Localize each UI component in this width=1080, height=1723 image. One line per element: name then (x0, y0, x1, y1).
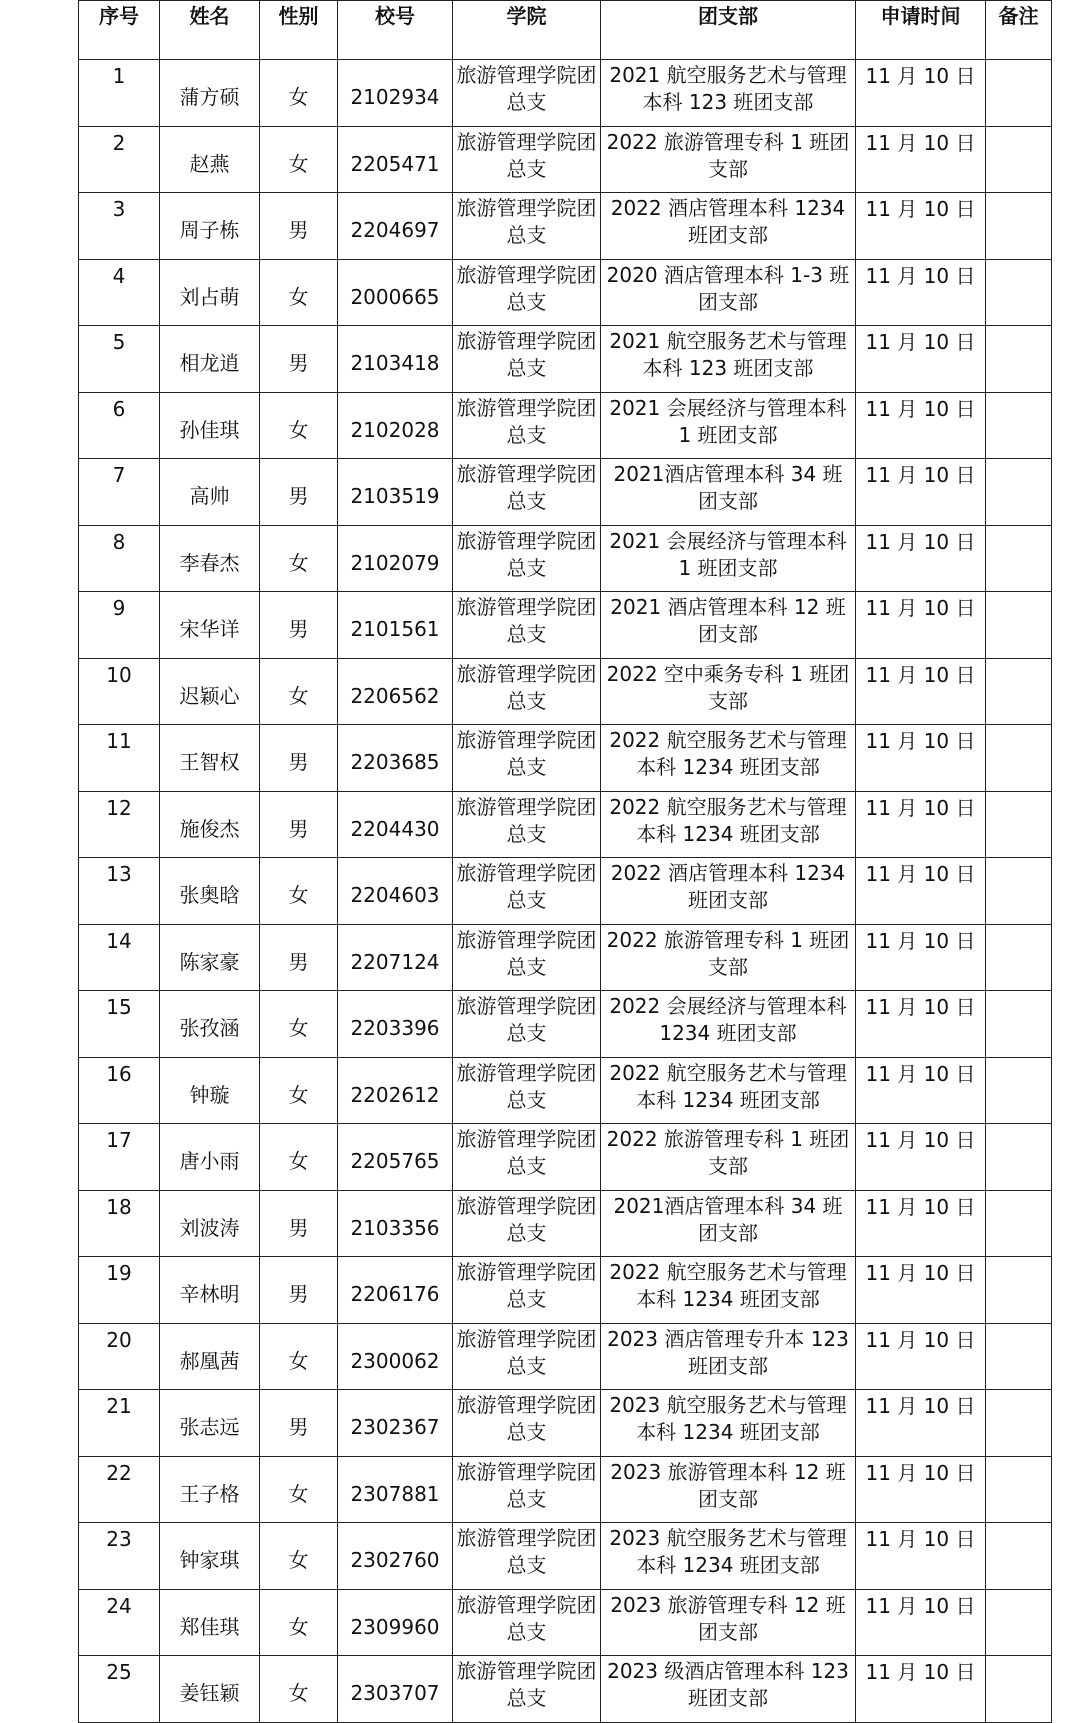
cell-gender: 女 (260, 392, 338, 459)
cell-seq: 21 (79, 1390, 160, 1457)
cell-seq: 3 (79, 193, 160, 260)
cell-college: 旅游管理学院团总支 (453, 1323, 601, 1390)
cell-note (986, 1456, 1052, 1523)
cell-branch: 2023 航空服务艺术与管理本科 1234 班团支部 (601, 1523, 856, 1590)
cell-gender: 男 (260, 1257, 338, 1324)
cell-college: 旅游管理学院团总支 (453, 1190, 601, 1257)
table-row (79, 459, 1052, 526)
table-row (79, 858, 1052, 925)
cell-college: 旅游管理学院团总支 (453, 1257, 601, 1324)
cell-apply-date: 11 月 10 日 (856, 193, 986, 260)
cell-apply-date: 11 月 10 日 (856, 658, 986, 725)
cell-note (986, 126, 1052, 193)
cell-branch: 2023 酒店管理专升本 123 班团支部 (601, 1323, 856, 1390)
cell-college: 旅游管理学院团总支 (453, 1589, 601, 1656)
cell-note (986, 1323, 1052, 1390)
cell-seq: 17 (79, 1124, 160, 1191)
cell-name: 张孜涵 (160, 991, 260, 1058)
cell-name: 郑佳琪 (160, 1589, 260, 1656)
cell-seq: 25 (79, 1656, 160, 1723)
table-row (79, 1456, 1052, 1523)
cell-name: 施俊杰 (160, 791, 260, 858)
cell-branch: 2022 会展经济与管理本科 1234 班团支部 (601, 991, 856, 1058)
cell-seq: 12 (79, 791, 160, 858)
header-apply-date: 申请时间 (856, 1, 986, 60)
cell-student-id: 2203685 (338, 725, 453, 792)
cell-student-id: 2206562 (338, 658, 453, 725)
table-row (79, 1323, 1052, 1390)
cell-seq: 13 (79, 858, 160, 925)
cell-gender: 女 (260, 1456, 338, 1523)
cell-gender: 男 (260, 725, 338, 792)
cell-note (986, 259, 1052, 326)
cell-gender: 男 (260, 1190, 338, 1257)
cell-college: 旅游管理学院团总支 (453, 1656, 601, 1723)
cell-branch: 2022 航空服务艺术与管理本科 1234 班团支部 (601, 725, 856, 792)
cell-branch: 2021 航空服务艺术与管理本科 123 班团支部 (601, 60, 856, 127)
header-student-id: 校号 (338, 1, 453, 60)
table-row (79, 1523, 1052, 1590)
cell-branch: 2020 酒店管理本科 1-3 班团支部 (601, 259, 856, 326)
table-row (79, 991, 1052, 1058)
cell-apply-date: 11 月 10 日 (856, 924, 986, 991)
cell-seq: 7 (79, 459, 160, 526)
cell-branch: 2022 空中乘务专科 1 班团支部 (601, 658, 856, 725)
cell-college: 旅游管理学院团总支 (453, 1124, 601, 1191)
cell-college: 旅游管理学院团总支 (453, 791, 601, 858)
table-row (79, 126, 1052, 193)
cell-branch: 2022 酒店管理本科 1234 班团支部 (601, 858, 856, 925)
cell-note (986, 1257, 1052, 1324)
cell-gender: 男 (260, 326, 338, 393)
cell-name: 张奥晗 (160, 858, 260, 925)
cell-apply-date: 11 月 10 日 (856, 592, 986, 659)
cell-gender: 女 (260, 1523, 338, 1590)
cell-note (986, 1190, 1052, 1257)
cell-note (986, 193, 1052, 260)
cell-seq: 11 (79, 725, 160, 792)
cell-apply-date: 11 月 10 日 (856, 60, 986, 127)
cell-seq: 22 (79, 1456, 160, 1523)
cell-college: 旅游管理学院团总支 (453, 60, 601, 127)
cell-student-id: 2102079 (338, 525, 453, 592)
cell-student-id: 2206176 (338, 1257, 453, 1324)
cell-branch: 2022 酒店管理本科 1234 班团支部 (601, 193, 856, 260)
cell-student-id: 2302367 (338, 1390, 453, 1457)
cell-student-id: 2205765 (338, 1124, 453, 1191)
table-row (79, 392, 1052, 459)
cell-name: 宋华详 (160, 592, 260, 659)
header-branch: 团支部 (601, 1, 856, 60)
cell-college: 旅游管理学院团总支 (453, 459, 601, 526)
cell-branch: 2021酒店管理本科 34 班团支部 (601, 1190, 856, 1257)
table-row (79, 259, 1052, 326)
cell-branch: 2022 航空服务艺术与管理本科 1234 班团支部 (601, 1057, 856, 1124)
cell-note (986, 525, 1052, 592)
cell-student-id: 2103519 (338, 459, 453, 526)
cell-name: 王智权 (160, 725, 260, 792)
cell-student-id: 2000665 (338, 259, 453, 326)
cell-note (986, 858, 1052, 925)
cell-student-id: 2303707 (338, 1656, 453, 1723)
cell-student-id: 2101561 (338, 592, 453, 659)
table-row (79, 60, 1052, 127)
cell-student-id: 2102028 (338, 392, 453, 459)
cell-college: 旅游管理学院团总支 (453, 658, 601, 725)
cell-student-id: 2207124 (338, 924, 453, 991)
cell-gender: 女 (260, 991, 338, 1058)
cell-note (986, 924, 1052, 991)
cell-name: 刘占萌 (160, 259, 260, 326)
cell-gender: 男 (260, 592, 338, 659)
cell-note (986, 60, 1052, 127)
cell-college: 旅游管理学院团总支 (453, 525, 601, 592)
cell-apply-date: 11 月 10 日 (856, 1257, 986, 1324)
cell-seq: 15 (79, 991, 160, 1058)
cell-college: 旅游管理学院团总支 (453, 592, 601, 659)
cell-name: 刘波涛 (160, 1190, 260, 1257)
header-college: 学院 (453, 1, 601, 60)
cell-gender: 女 (260, 60, 338, 127)
cell-apply-date: 11 月 10 日 (856, 791, 986, 858)
cell-note (986, 725, 1052, 792)
cell-student-id: 2103356 (338, 1190, 453, 1257)
cell-branch: 2021 会展经济与管理本科 1 班团支部 (601, 392, 856, 459)
cell-student-id: 2300062 (338, 1323, 453, 1390)
cell-gender: 男 (260, 924, 338, 991)
cell-gender: 男 (260, 459, 338, 526)
cell-student-id: 2102934 (338, 60, 453, 127)
header-name: 姓名 (160, 1, 260, 60)
cell-note (986, 991, 1052, 1058)
cell-student-id: 2204430 (338, 791, 453, 858)
cell-seq: 2 (79, 126, 160, 193)
cell-student-id: 2204697 (338, 193, 453, 260)
table-row (79, 725, 1052, 792)
cell-seq: 8 (79, 525, 160, 592)
cell-apply-date: 11 月 10 日 (856, 1323, 986, 1390)
cell-college: 旅游管理学院团总支 (453, 1057, 601, 1124)
cell-apply-date: 11 月 10 日 (856, 1057, 986, 1124)
table-row (79, 1257, 1052, 1324)
cell-branch: 2023 旅游管理本科 12 班团支部 (601, 1456, 856, 1523)
cell-gender: 女 (260, 525, 338, 592)
cell-apply-date: 11 月 10 日 (856, 392, 986, 459)
table-row (79, 1057, 1052, 1124)
cell-note (986, 1124, 1052, 1191)
cell-gender: 女 (260, 1057, 338, 1124)
cell-seq: 5 (79, 326, 160, 393)
cell-note (986, 592, 1052, 659)
cell-student-id: 2202612 (338, 1057, 453, 1124)
table-row (79, 193, 1052, 260)
cell-college: 旅游管理学院团总支 (453, 193, 601, 260)
table-row (79, 791, 1052, 858)
cell-name: 辛林明 (160, 1257, 260, 1324)
cell-college: 旅游管理学院团总支 (453, 858, 601, 925)
cell-note (986, 392, 1052, 459)
cell-gender: 女 (260, 259, 338, 326)
cell-seq: 24 (79, 1589, 160, 1656)
cell-name: 钟璇 (160, 1057, 260, 1124)
cell-seq: 10 (79, 658, 160, 725)
cell-student-id: 2309960 (338, 1589, 453, 1656)
cell-apply-date: 11 月 10 日 (856, 326, 986, 393)
cell-student-id: 2302760 (338, 1523, 453, 1590)
cell-student-id: 2103418 (338, 326, 453, 393)
cell-seq: 14 (79, 924, 160, 991)
header-note: 备注 (986, 1, 1052, 60)
cell-gender: 女 (260, 1124, 338, 1191)
cell-note (986, 1523, 1052, 1590)
table-row (79, 1589, 1052, 1656)
cell-student-id: 2307881 (338, 1456, 453, 1523)
table-row (79, 326, 1052, 393)
roster-table (78, 0, 1052, 1723)
cell-name: 钟家琪 (160, 1523, 260, 1590)
header-seq: 序号 (79, 1, 160, 60)
cell-apply-date: 11 月 10 日 (856, 725, 986, 792)
cell-apply-date: 11 月 10 日 (856, 1589, 986, 1656)
cell-apply-date: 11 月 10 日 (856, 459, 986, 526)
cell-note (986, 1589, 1052, 1656)
cell-name: 陈家豪 (160, 924, 260, 991)
cell-branch: 2021 航空服务艺术与管理本科 123 班团支部 (601, 326, 856, 393)
table-row (79, 924, 1052, 991)
cell-seq: 23 (79, 1523, 160, 1590)
cell-branch: 2021酒店管理本科 34 班团支部 (601, 459, 856, 526)
cell-branch: 2022 航空服务艺术与管理本科 1234 班团支部 (601, 791, 856, 858)
cell-seq: 9 (79, 592, 160, 659)
cell-seq: 18 (79, 1190, 160, 1257)
cell-college: 旅游管理学院团总支 (453, 1456, 601, 1523)
cell-gender: 女 (260, 658, 338, 725)
cell-apply-date: 11 月 10 日 (856, 1456, 986, 1523)
cell-seq: 6 (79, 392, 160, 459)
cell-branch: 2022 旅游管理专科 1 班团支部 (601, 126, 856, 193)
cell-note (986, 326, 1052, 393)
cell-gender: 女 (260, 126, 338, 193)
cell-apply-date: 11 月 10 日 (856, 1190, 986, 1257)
cell-apply-date: 11 月 10 日 (856, 259, 986, 326)
cell-apply-date: 11 月 10 日 (856, 991, 986, 1058)
header-gender: 性别 (260, 1, 338, 60)
cell-name: 周子栋 (160, 193, 260, 260)
cell-college: 旅游管理学院团总支 (453, 924, 601, 991)
cell-seq: 4 (79, 259, 160, 326)
cell-apply-date: 11 月 10 日 (856, 858, 986, 925)
cell-name: 孙佳琪 (160, 392, 260, 459)
cell-college: 旅游管理学院团总支 (453, 392, 601, 459)
cell-apply-date: 11 月 10 日 (856, 126, 986, 193)
cell-note (986, 459, 1052, 526)
cell-name: 蒲方硕 (160, 60, 260, 127)
cell-name: 张志远 (160, 1390, 260, 1457)
cell-name: 郝凰茜 (160, 1323, 260, 1390)
cell-branch: 2022 航空服务艺术与管理本科 1234 班团支部 (601, 1257, 856, 1324)
cell-college: 旅游管理学院团总支 (453, 991, 601, 1058)
cell-gender: 女 (260, 1656, 338, 1723)
cell-note (986, 1390, 1052, 1457)
cell-name: 迟颖心 (160, 658, 260, 725)
cell-gender: 女 (260, 1323, 338, 1390)
cell-gender: 男 (260, 791, 338, 858)
cell-gender: 男 (260, 193, 338, 260)
cell-seq: 20 (79, 1323, 160, 1390)
cell-branch: 2021 会展经济与管理本科 1 班团支部 (601, 525, 856, 592)
cell-gender: 男 (260, 1390, 338, 1457)
table-row (79, 1656, 1052, 1723)
table-row (79, 525, 1052, 592)
cell-branch: 2021 酒店管理本科 12 班团支部 (601, 592, 856, 659)
table-row (79, 592, 1052, 659)
table-row (79, 1390, 1052, 1457)
cell-apply-date: 11 月 10 日 (856, 1523, 986, 1590)
cell-apply-date: 11 月 10 日 (856, 1656, 986, 1723)
cell-college: 旅游管理学院团总支 (453, 126, 601, 193)
cell-student-id: 2205471 (338, 126, 453, 193)
cell-student-id: 2204603 (338, 858, 453, 925)
cell-note (986, 791, 1052, 858)
cell-name: 赵燕 (160, 126, 260, 193)
cell-note (986, 658, 1052, 725)
cell-branch: 2023 航空服务艺术与管理本科 1234 班团支部 (601, 1390, 856, 1457)
cell-college: 旅游管理学院团总支 (453, 1390, 601, 1457)
table-row (79, 1190, 1052, 1257)
cell-college: 旅游管理学院团总支 (453, 326, 601, 393)
table-body (79, 60, 1052, 1723)
cell-seq: 19 (79, 1257, 160, 1324)
cell-apply-date: 11 月 10 日 (856, 1124, 986, 1191)
cell-gender: 女 (260, 858, 338, 925)
cell-name: 唐小雨 (160, 1124, 260, 1191)
cell-college: 旅游管理学院团总支 (453, 1523, 601, 1590)
cell-college: 旅游管理学院团总支 (453, 725, 601, 792)
cell-branch: 2022 旅游管理专科 1 班团支部 (601, 924, 856, 991)
cell-note (986, 1656, 1052, 1723)
cell-seq: 16 (79, 1057, 160, 1124)
cell-apply-date: 11 月 10 日 (856, 1390, 986, 1457)
cell-name: 李春杰 (160, 525, 260, 592)
cell-name: 王子格 (160, 1456, 260, 1523)
cell-branch: 2023 级酒店管理本科 123 班团支部 (601, 1656, 856, 1723)
cell-college: 旅游管理学院团总支 (453, 259, 601, 326)
cell-branch: 2023 旅游管理专科 12 班团支部 (601, 1589, 856, 1656)
cell-branch: 2022 旅游管理专科 1 班团支部 (601, 1124, 856, 1191)
cell-student-id: 2203396 (338, 991, 453, 1058)
header-row (79, 1, 1052, 60)
table-row (79, 1124, 1052, 1191)
cell-name: 高帅 (160, 459, 260, 526)
cell-name: 姜钰颖 (160, 1656, 260, 1723)
cell-gender: 女 (260, 1589, 338, 1656)
cell-apply-date: 11 月 10 日 (856, 525, 986, 592)
cell-name: 相龙逍 (160, 326, 260, 393)
table-row (79, 658, 1052, 725)
cell-seq: 1 (79, 60, 160, 127)
cell-note (986, 1057, 1052, 1124)
